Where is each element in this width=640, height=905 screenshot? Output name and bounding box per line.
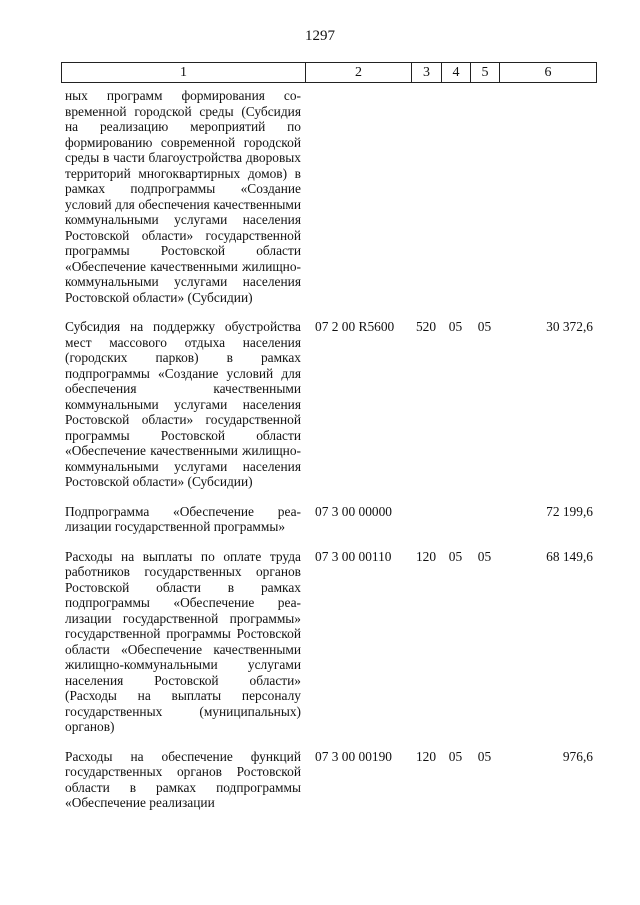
row-section: 05 <box>448 548 463 564</box>
row-subsection: 05 <box>477 319 492 334</box>
row-amount: 976,6 <box>562 748 593 764</box>
table-row <box>61 749 597 811</box>
row-target-code: 07 3 00 00110 <box>315 548 392 564</box>
row-description: Расходы на обеспечение функций государственных органов Ростовской области в рамках подпрограммы «Обеспечение реализации <box>65 748 301 810</box>
row-target-code: 07 3 00 00190 <box>315 748 392 764</box>
row-description: Подпрограмма «Обеспечение реализации государственной программы» <box>65 503 301 534</box>
header-col-1: 1 <box>62 63 306 82</box>
row-target-code: 07 3 00 00000 <box>315 503 392 519</box>
row-target-code: 07 2 00 R5600 <box>315 319 395 334</box>
header-col-2: 2 <box>306 63 412 82</box>
page-number: 1297 <box>305 28 335 44</box>
row-expense-type: 120 <box>415 548 437 564</box>
row-amount: 68 149,6 <box>546 548 593 564</box>
row-amount: 30 372,6 <box>546 319 593 334</box>
header-col-4: 4 <box>442 63 471 82</box>
table-row <box>61 549 597 735</box>
row-section: 05 <box>448 319 463 334</box>
row-subsection: 05 <box>477 548 492 564</box>
header-col-5: 5 <box>471 63 500 82</box>
table-body <box>61 88 597 811</box>
table-row <box>61 504 597 535</box>
table-row <box>61 88 597 305</box>
row-expense-type: 520 <box>415 319 437 334</box>
row-section: 05 <box>448 748 463 764</box>
table-row <box>61 319 597 490</box>
row-description: ных программ формирования современной городской среды (Субсидия на реализацию мероприятий по формированию современной городской среды в части благоустройства дворовых территорий многоквартирных домов) в рамках подпрограммы «Создание условий для обеспечения качественными коммунальными услугами населения Ростовской области» государственной программы Ростовской области «Обеспечение качественными жилищно-коммунальными услугами населения Ростовской области» (Субсидии) <box>65 88 301 305</box>
header-col-3: 3 <box>412 63 442 82</box>
row-amount: 72 199,6 <box>546 503 593 519</box>
header-col-6: 6 <box>544 64 552 80</box>
row-description: Расходы на выплаты по оплате труда работников государственных органов Ростовской области в рамках подпрограммы «Обеспечение реализации государственной программы» государственной программы Ростовской области «Обеспечение качественными жилищно-коммунальными услугами населения Ростовской области» (Расходы на выплаты персоналу государственных (муниципальных) органов) <box>65 548 301 734</box>
row-description: Субсидия на поддержку обустройства мест массового отдыха населения (городских парков) в рамках подпрограммы «Создание условий для обеспечения качественными коммунальными услугами населения Ростовской области» государственной программы Ростовской области «Обеспечение качественными жилищно-коммунальными услугами населения Ростовской области» (Субсидии) <box>65 319 301 489</box>
table-header <box>61 62 597 83</box>
row-expense-type: 120 <box>415 748 437 764</box>
row-subsection: 05 <box>477 748 492 764</box>
